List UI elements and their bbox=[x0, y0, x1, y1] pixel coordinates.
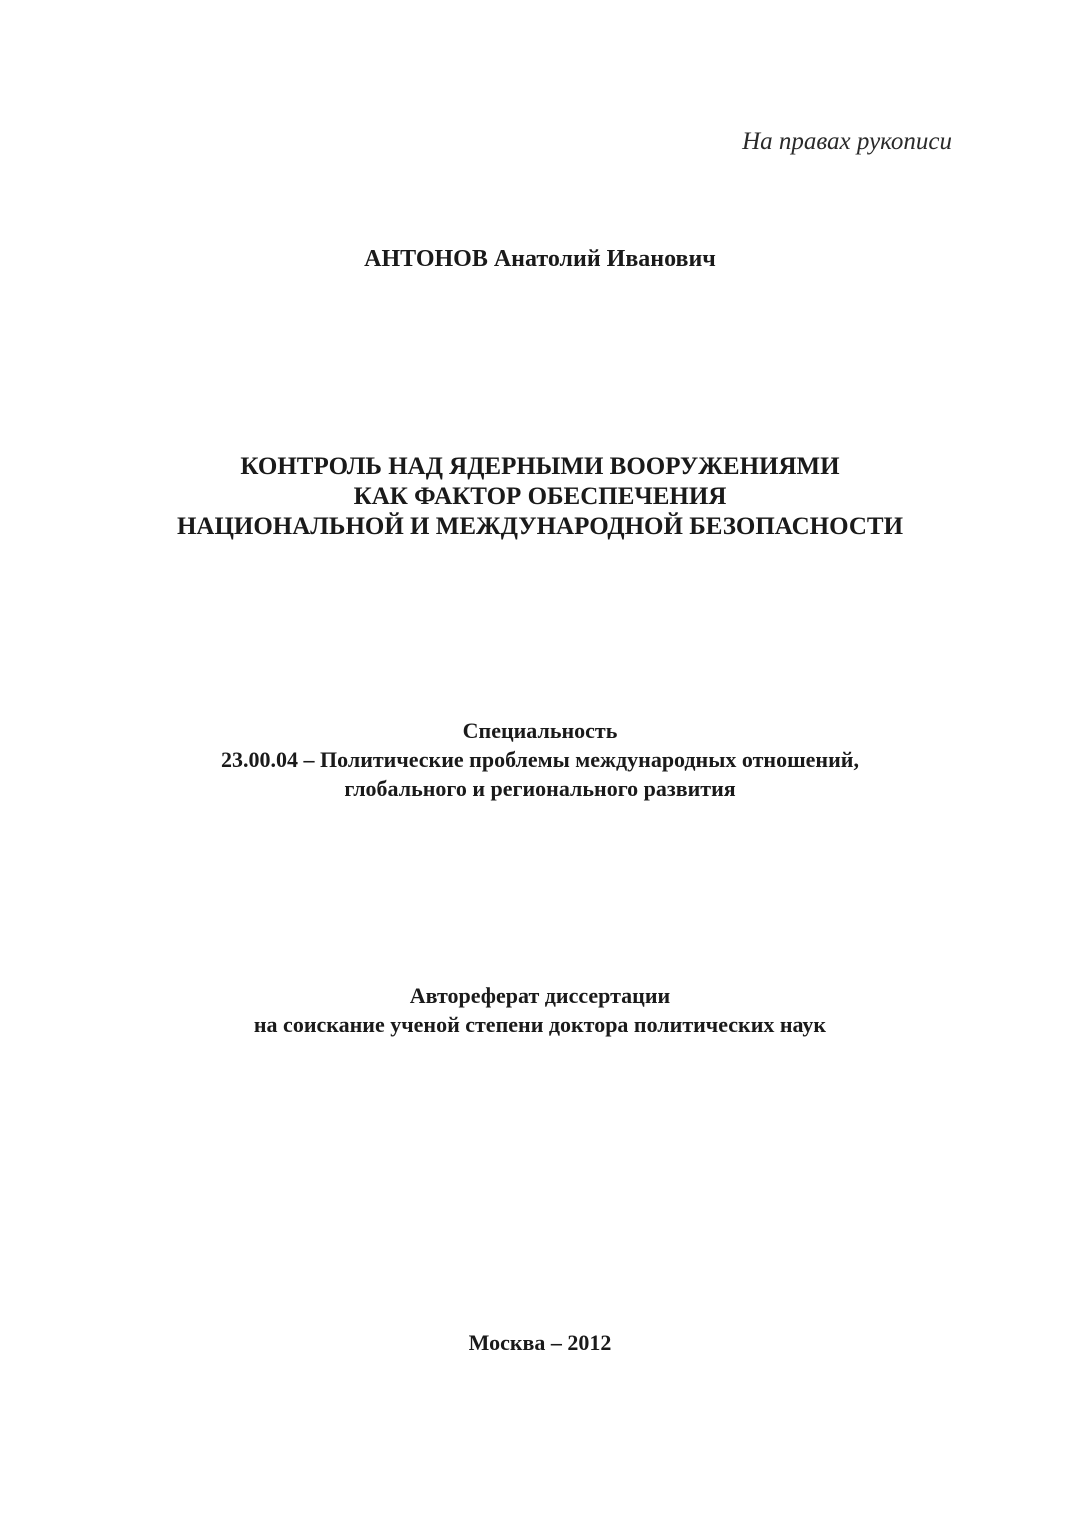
city-year: Москва – 2012 bbox=[468, 1330, 612, 1355]
dissertation-title bbox=[0, 452, 1080, 542]
abstract-line-2: на соискание ученой степени доктора политических наук bbox=[253, 1012, 827, 1037]
title-line: КАК ФАКТОР ОБЕСПЕЧЕНИЯ bbox=[353, 483, 727, 510]
specialty-label: Специальность bbox=[462, 718, 618, 743]
specialty-block bbox=[0, 716, 1080, 803]
abstract-line-1: Автореферат диссертации bbox=[409, 983, 671, 1008]
specialty-code-line: 23.00.04 – Политические проблемы международных отношений, bbox=[221, 747, 859, 772]
title-line: НАЦИОНАЛЬНОЙ И МЕЖДУНАРОДНОЙ БЕЗОПАСНОСТИ bbox=[176, 513, 904, 540]
manuscript-note: На правах рукописи bbox=[742, 128, 952, 155]
title-line: КОНТРОЛЬ НАД ЯДЕРНЫМИ ВООРУЖЕНИЯМИ bbox=[240, 453, 840, 480]
abstract-block bbox=[0, 981, 1080, 1039]
author-name: АНТОНОВ Анатолий Иванович bbox=[364, 246, 716, 272]
specialty-continuation: глобального и регионального развития bbox=[344, 776, 736, 801]
